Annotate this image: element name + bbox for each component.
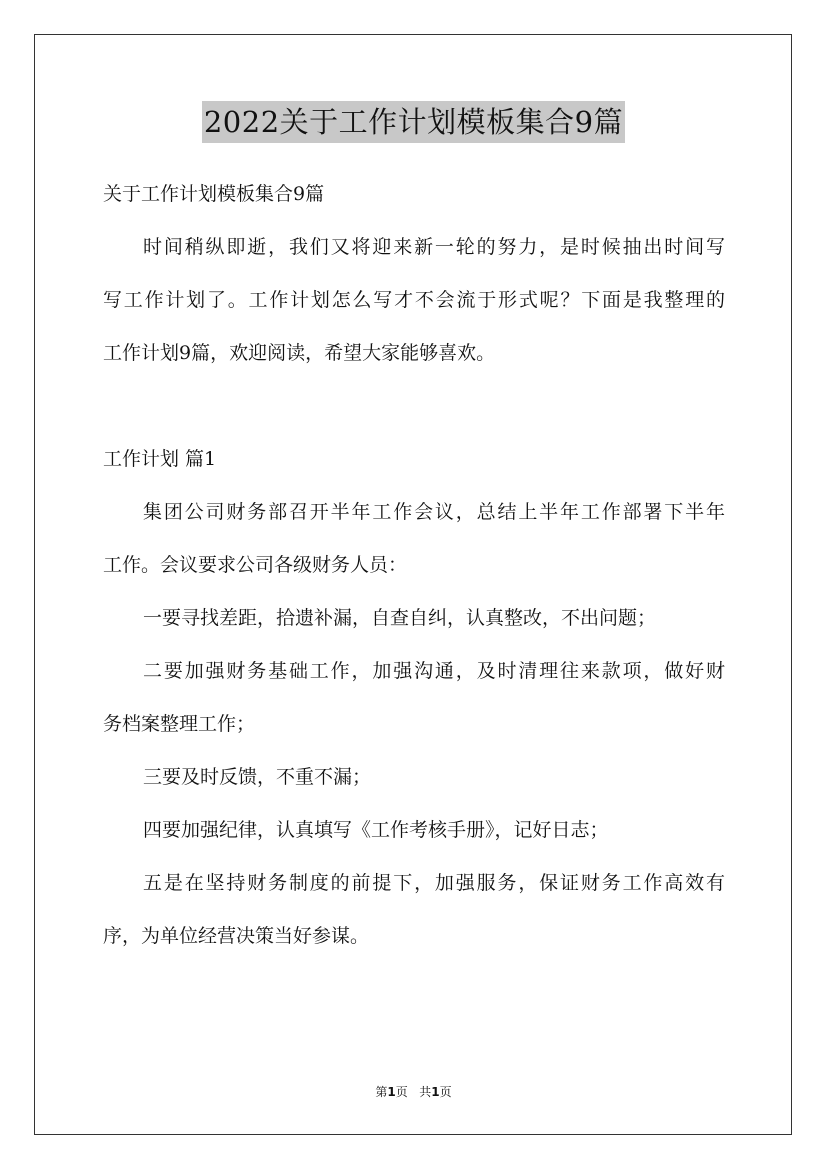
section-heading: 工作计划 篇1 [103, 448, 217, 470]
page-suffix: 页 [395, 1085, 408, 1099]
document-title: 2022关于工作计划模板集合9篇 [202, 101, 625, 143]
paragraph-line: 序，为单位经营决策当好参谋。 [103, 925, 370, 947]
total-suffix: 页 [439, 1085, 452, 1099]
paragraph-line: 集团公司财务部召开半年工作会议，总结上半年工作部署下半年 [143, 501, 725, 523]
page-footer [0, 1083, 827, 1101]
paragraph-line: 四要加强纪律，认真填写《工作考核手册》，记好日志； [143, 819, 609, 841]
paragraph-line: 三要及时反馈，不重不漏； [143, 766, 372, 788]
page-number: 1 [387, 1085, 396, 1099]
title-container [0, 101, 827, 143]
paragraph-line: 一要寻找差距，拾遗补漏，自查自纠，认真整改，不出问题； [143, 607, 657, 629]
blank-line [103, 380, 725, 433]
paragraph-line: 五是在坚持财务制度的前提下，加强服务，保证财务工作高效有 [143, 872, 725, 894]
document-body [103, 168, 725, 963]
subtitle-line: 关于工作计划模板集合9篇 [103, 183, 325, 205]
paragraph-line: 时间稍纵即逝，我们又将迎来新一轮的努力，是时候抽出时间写 [143, 236, 725, 258]
total-prefix: 共 [419, 1085, 432, 1099]
page-prefix: 第 [375, 1085, 388, 1099]
paragraph-line: 工作计划9篇，欢迎阅读，希望大家能够喜欢。 [103, 342, 496, 364]
total-pages: 1 [431, 1085, 440, 1099]
paragraph-line: 二要加强财务基础工作，加强沟通，及时清理往来款项，做好财 [143, 660, 725, 682]
paragraph-line: 工作。会议要求公司各级财务人员： [103, 554, 408, 576]
paragraph-line: 写工作计划了。工作计划怎么写才不会流于形式呢？下面是我整理的 [103, 289, 725, 311]
paragraph-line: 务档案整理工作； [103, 713, 256, 735]
